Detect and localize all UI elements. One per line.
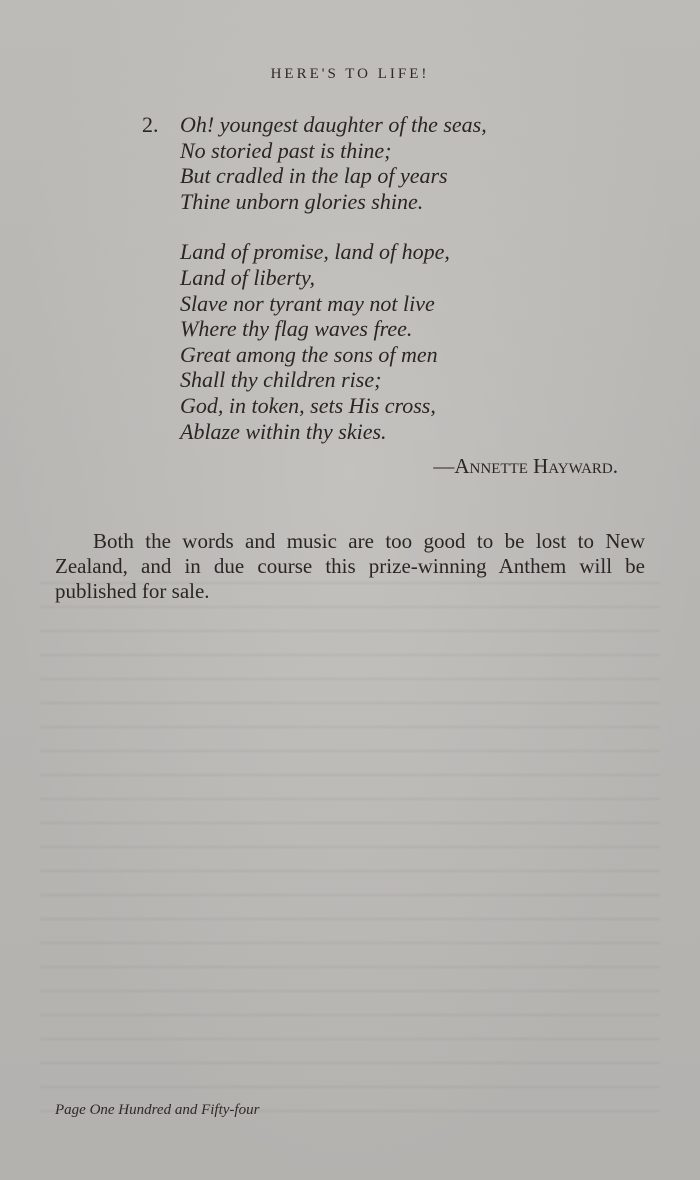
poem-line: Land of promise, land of hope, bbox=[180, 239, 450, 265]
poem-line: Ablaze within thy skies. bbox=[180, 418, 387, 444]
poem-line: No storied past is thine; bbox=[180, 137, 392, 163]
poem-line: Shall thy children rise; bbox=[180, 367, 382, 393]
poem-line: Land of liberty, bbox=[180, 264, 316, 290]
poem-line: Slave nor tyrant may not live bbox=[180, 290, 435, 316]
stanza-gap bbox=[142, 214, 487, 239]
page-number-footer: Page One Hundred and Fifty-four bbox=[55, 1102, 260, 1118]
poem-line: Great among the sons of men bbox=[180, 341, 438, 367]
show-through-texture bbox=[40, 560, 660, 1120]
body-paragraph: Both the words and music are too good to be lost to New Zealand, and in due course this prize-winning Anthem will be published for sale. bbox=[55, 529, 645, 603]
poem-line: Thine unborn glories shine. bbox=[180, 188, 424, 214]
author-name: Annette Hayward. bbox=[454, 454, 618, 478]
stanza-number: 2. bbox=[142, 112, 159, 137]
poem-attribution bbox=[433, 454, 618, 479]
attribution-dash: — bbox=[433, 454, 455, 478]
running-header: HERE'S TO LIFE! bbox=[270, 66, 430, 82]
poem-line: Oh! youngest daughter of the seas, bbox=[180, 112, 487, 137]
poem-line: God, in token, sets His cross, bbox=[180, 392, 436, 418]
stanza-two bbox=[142, 239, 487, 444]
stanza-one bbox=[142, 112, 487, 214]
poem-line: But cradled in the lap of years bbox=[180, 163, 448, 189]
poem-line: Where thy flag waves free. bbox=[180, 316, 413, 342]
poem bbox=[142, 112, 487, 444]
